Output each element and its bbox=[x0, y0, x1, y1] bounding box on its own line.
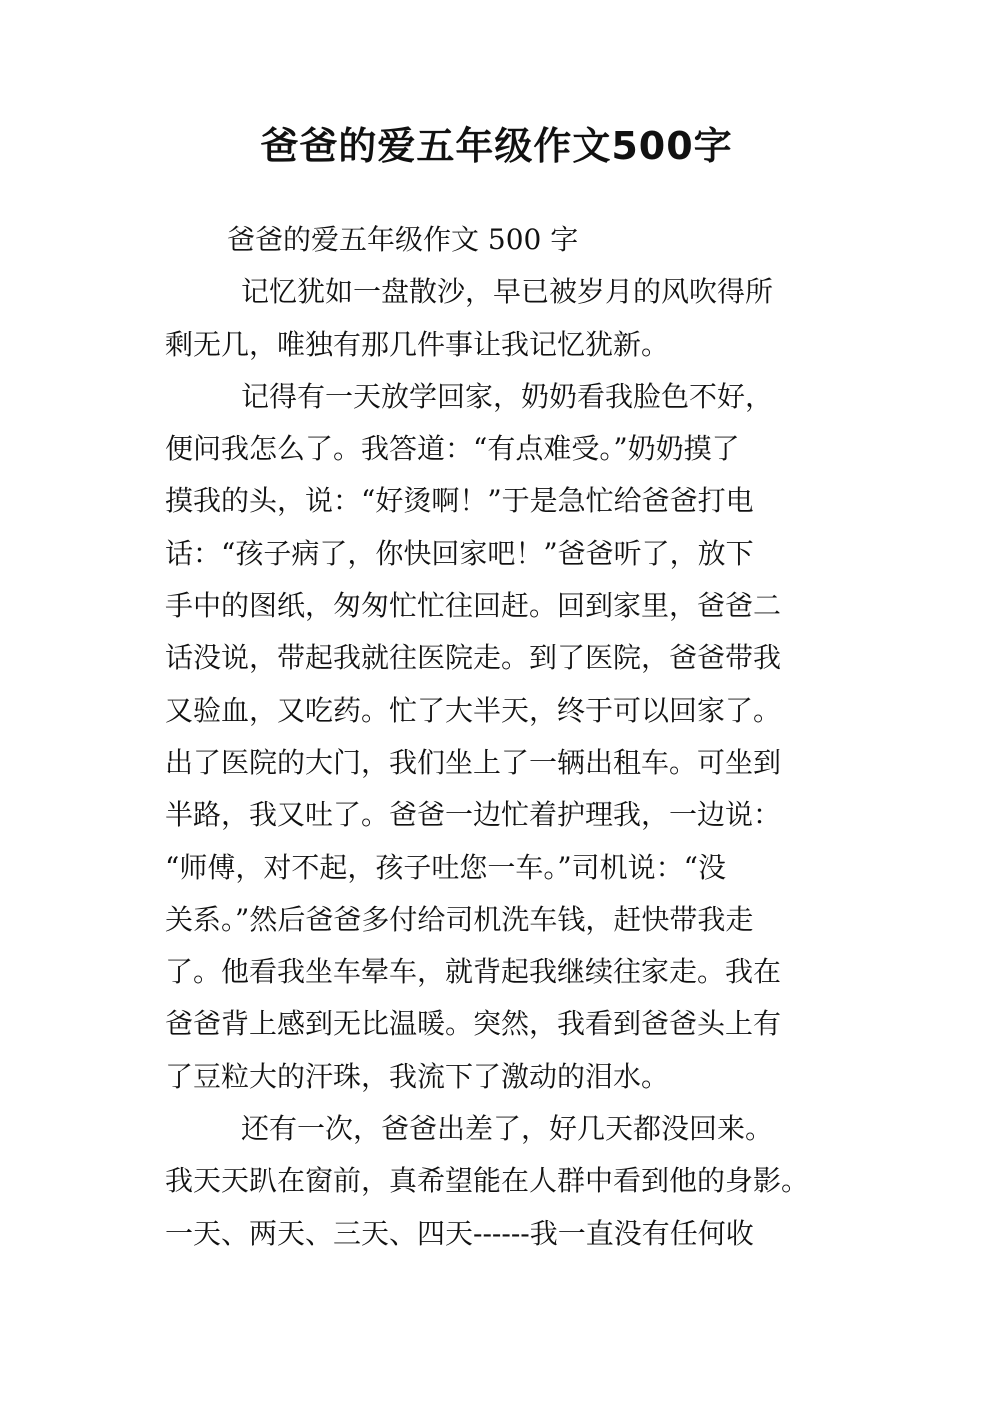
paragraph-line: “师傅，对不起，孩子吐您一车。”司机说：“没 bbox=[165, 850, 726, 884]
paragraph-line: 了。他看我坐车晕车，就背起我继续往家走。我在 bbox=[165, 955, 782, 989]
document-subtitle: 爸爸的爱五年级作文 500 字 bbox=[227, 223, 579, 256]
paragraph-line: 还有一次，爸爸出差了，好几天都没回来。 bbox=[241, 1112, 774, 1146]
paragraph-line: 了豆粒大的汗珠，我流下了激动的泪水。 bbox=[165, 1059, 670, 1093]
paragraph-line: 话没说，带起我就往医院走。到了医院，爸爸带我 bbox=[165, 641, 782, 675]
paragraph-line: 关系。”然后爸爸多付给司机洗车钱，赶快带我走 bbox=[165, 902, 754, 936]
document-title: 爸爸的爱五年级作文500字 bbox=[260, 124, 733, 168]
paragraph-line: 话：“孩子病了，你快回家吧！”爸爸听了，放下 bbox=[165, 536, 754, 570]
paragraph-line: 又验血，又吃药。忙了大半天，终于可以回家了。 bbox=[165, 693, 782, 727]
paragraph-line: 半路，我又吐了。爸爸一边忙着护理我，一边说： bbox=[165, 798, 782, 832]
paragraph-line: 手中的图纸，匆匆忙忙往回赶。回到家里，爸爸二 bbox=[165, 589, 782, 623]
paragraph-line: 摸我的头，说：“好烫啊！”于是急忙给爸爸打电 bbox=[165, 484, 754, 518]
paragraph-line: 我天天趴在窗前，真希望能在人群中看到他的身影。 bbox=[165, 1164, 810, 1198]
paragraph-line: 一天、两天、三天、四天------我一直没有任何收 bbox=[165, 1216, 754, 1250]
paragraph-line: 爸爸背上感到无比温暖。突然，我看到爸爸头上有 bbox=[165, 1007, 782, 1041]
document-body bbox=[165, 214, 845, 1260]
paragraph-line: 记忆犹如一盘散沙，早已被岁月的风吹得所 bbox=[241, 275, 774, 309]
paragraph-line: 剩无几，唯独有那几件事让我记忆犹新。 bbox=[165, 327, 670, 361]
paragraph-line: 出了医院的大门，我们坐上了一辆出租车。可坐到 bbox=[165, 745, 782, 779]
paragraph-line: 记得有一天放学回家，奶奶看我脸色不好， bbox=[241, 379, 774, 413]
paragraph-line: 便问我怎么了。我答道：“有点难受。”奶奶摸了 bbox=[165, 432, 740, 466]
